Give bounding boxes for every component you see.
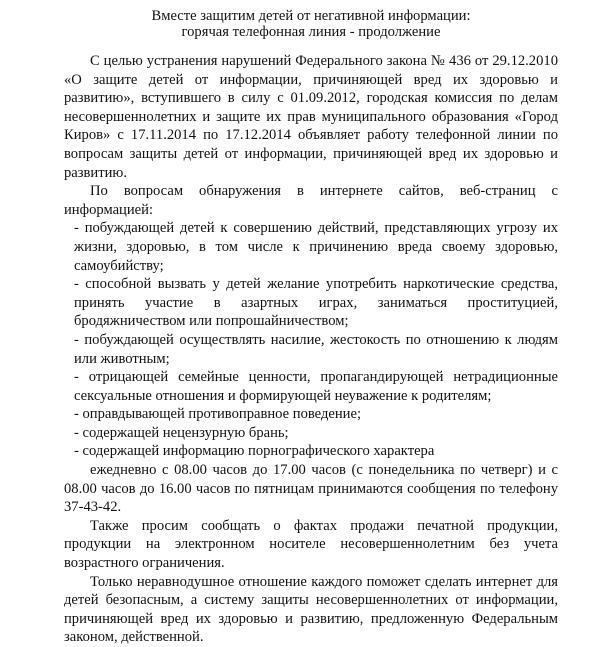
list-item: - содержащей нецензурную брань; [74, 424, 289, 441]
document-title [64, 8, 558, 40]
title-line-2: горячая телефонная линия - продолжение [181, 24, 441, 40]
list-item: - побуждающей детей к совершению действий, представляющих угрозу их жизни, здоровью, в том числе к причинению вреда своему здоровью, самоубийству; [74, 220, 558, 274]
list-item: - отрицающей семейные ценности, пропагандирующей нетрадиционные сексуальные отношения и формирующей неуважение к родителям; [74, 369, 558, 404]
list-item: - способной вызвать у детей желание употребить наркотические средства, принять участие в азартных играх, заниматься проституцией, бродяжничеством или попрошайничеством; [74, 276, 558, 330]
also-paragraph: Также просим сообщать о фактах продажи печатной продукции, продукции на электронном носителе несовершеннолетним без учета возрастного ограничения. [64, 517, 558, 572]
list-item: - оправдывающей противоправное поведение; [74, 406, 362, 423]
intro-paragraph: С целью устранения нарушений Федерального закона № 436 от 29.12.2010 «О защите детей от информации, причиняющей вред их здоровью и развитию», вступившего в силу с 01.09.2012, городская комиссия по делам несовершеннолетних и защите их прав муниципального образования «Город Киров» с 17.11.2014 по 17.12.2014 объявляет работу телефонной линии по вопросам защиты детей от информации, причиняющей вред их здоровью и развитию. [64, 53, 558, 181]
schedule-paragraph: ежедневно с 08.00 часов до 17.00 часов (с понедельника по четверг) и с 08.00 часов до 16.00 часов по пятницам принимаются сообщения по телефону 37-43-42. [64, 462, 558, 516]
closing-paragraph: Только неравнодушное отношение каждого поможет сделать интернет для детей безопасным, а систему защиты несовершеннолетних от информации, причиняющей вред их здоровью и развитию, предложенную Федеральным законом, действенной. [64, 573, 558, 646]
lead-in-paragraph: По вопросам обнаружения в интернете сайтов, веб-страниц с информацией: [64, 183, 558, 218]
list-item: - содержащей информацию порнографического характера [74, 443, 435, 460]
list-item: - побуждающей осуществлять насилие, жестокость по отношению к людям или животным; [74, 331, 558, 367]
title-line-1: Вместе защитим детей от негативной информации: [151, 8, 471, 24]
